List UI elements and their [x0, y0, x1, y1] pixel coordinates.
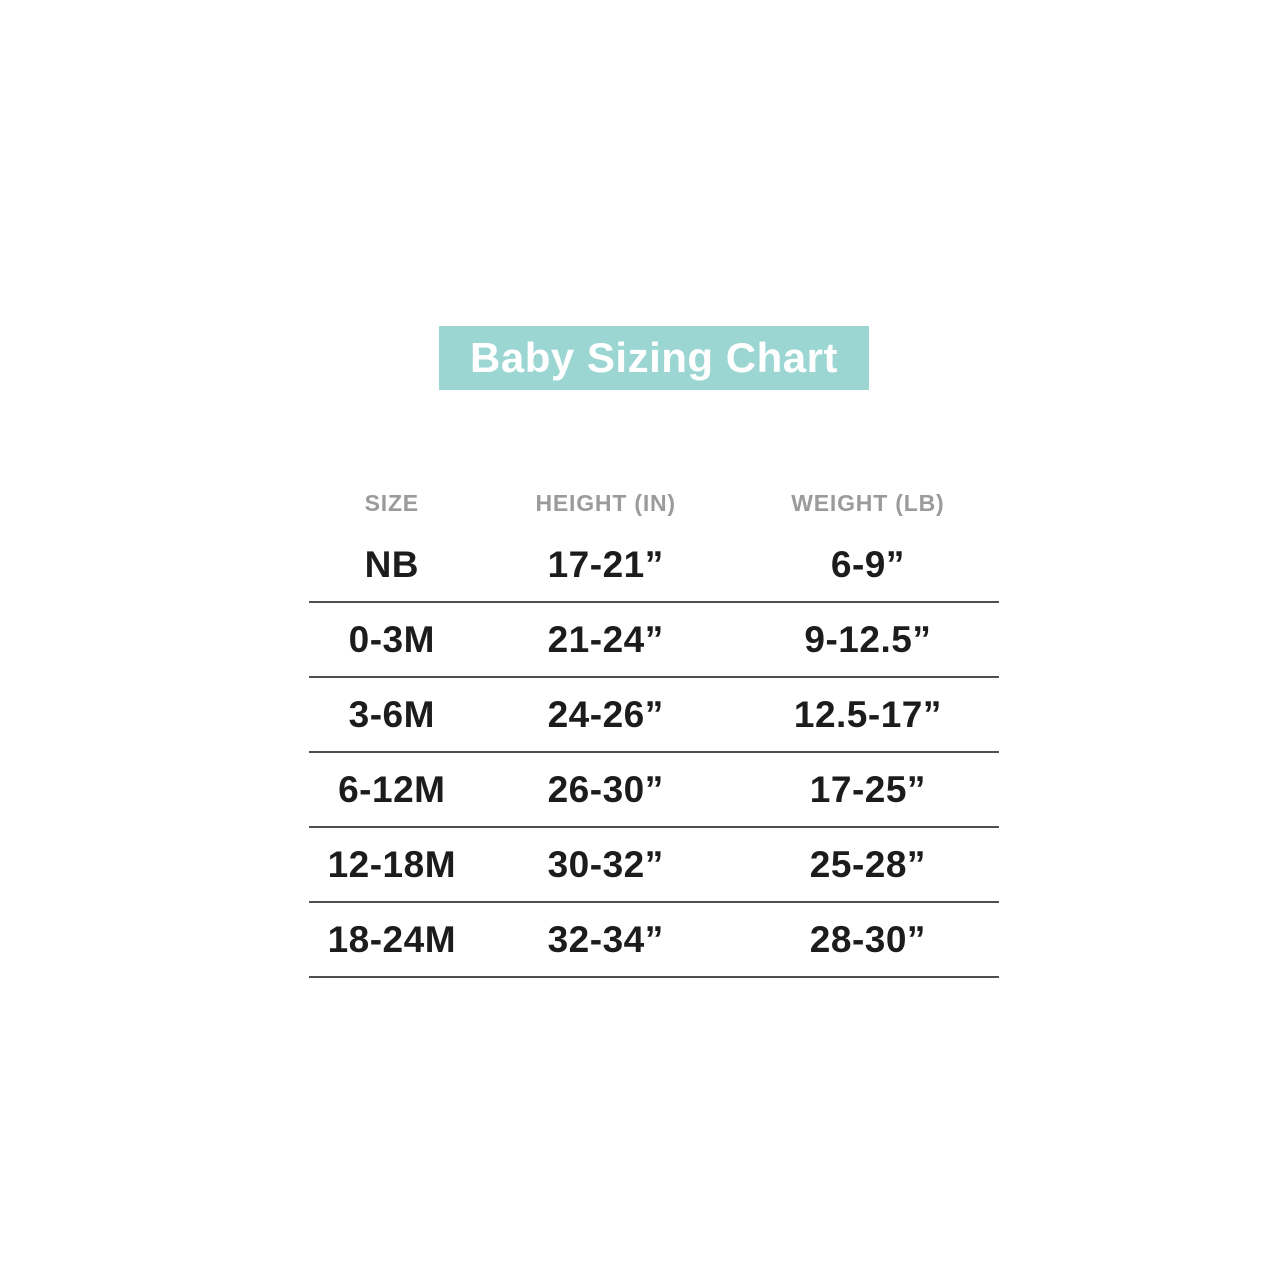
weight-cell: 25-28”: [809, 843, 926, 885]
size-cell: 18-24M: [327, 918, 457, 960]
chart-title-banner: Baby Sizing Chart: [439, 326, 869, 390]
table-header-row: [309, 478, 999, 528]
size-cell: 12-18M: [327, 843, 457, 885]
height-cell: 21-24”: [547, 618, 664, 660]
column-header-height: HEIGHT (IN): [535, 489, 676, 516]
size-cell: 0-3M: [348, 618, 435, 660]
height-cell: 30-32”: [547, 843, 664, 885]
table-row: [309, 903, 999, 978]
table-row: [309, 753, 999, 828]
size-cell: NB: [364, 543, 420, 585]
sizing-chart-container: [309, 0, 999, 1288]
height-cell: 24-26”: [547, 693, 664, 735]
table-row: [309, 603, 999, 678]
height-cell: 26-30”: [547, 768, 664, 810]
weight-cell: 12.5-17”: [793, 693, 942, 735]
column-header-size: SIZE: [364, 489, 419, 516]
column-header-weight: WEIGHT (LB): [791, 489, 945, 516]
weight-cell: 9-12.5”: [804, 618, 932, 660]
height-cell: 17-21”: [547, 543, 664, 585]
table-row: [309, 528, 999, 603]
size-cell: 3-6M: [348, 693, 435, 735]
weight-cell: 28-30”: [809, 918, 926, 960]
baby-sizing-table: [309, 478, 999, 978]
size-cell: 6-12M: [338, 768, 446, 810]
height-cell: 32-34”: [547, 918, 664, 960]
weight-cell: 17-25”: [809, 768, 926, 810]
table-row: [309, 678, 999, 753]
table-row: [309, 828, 999, 903]
weight-cell: 6-9”: [830, 543, 905, 585]
